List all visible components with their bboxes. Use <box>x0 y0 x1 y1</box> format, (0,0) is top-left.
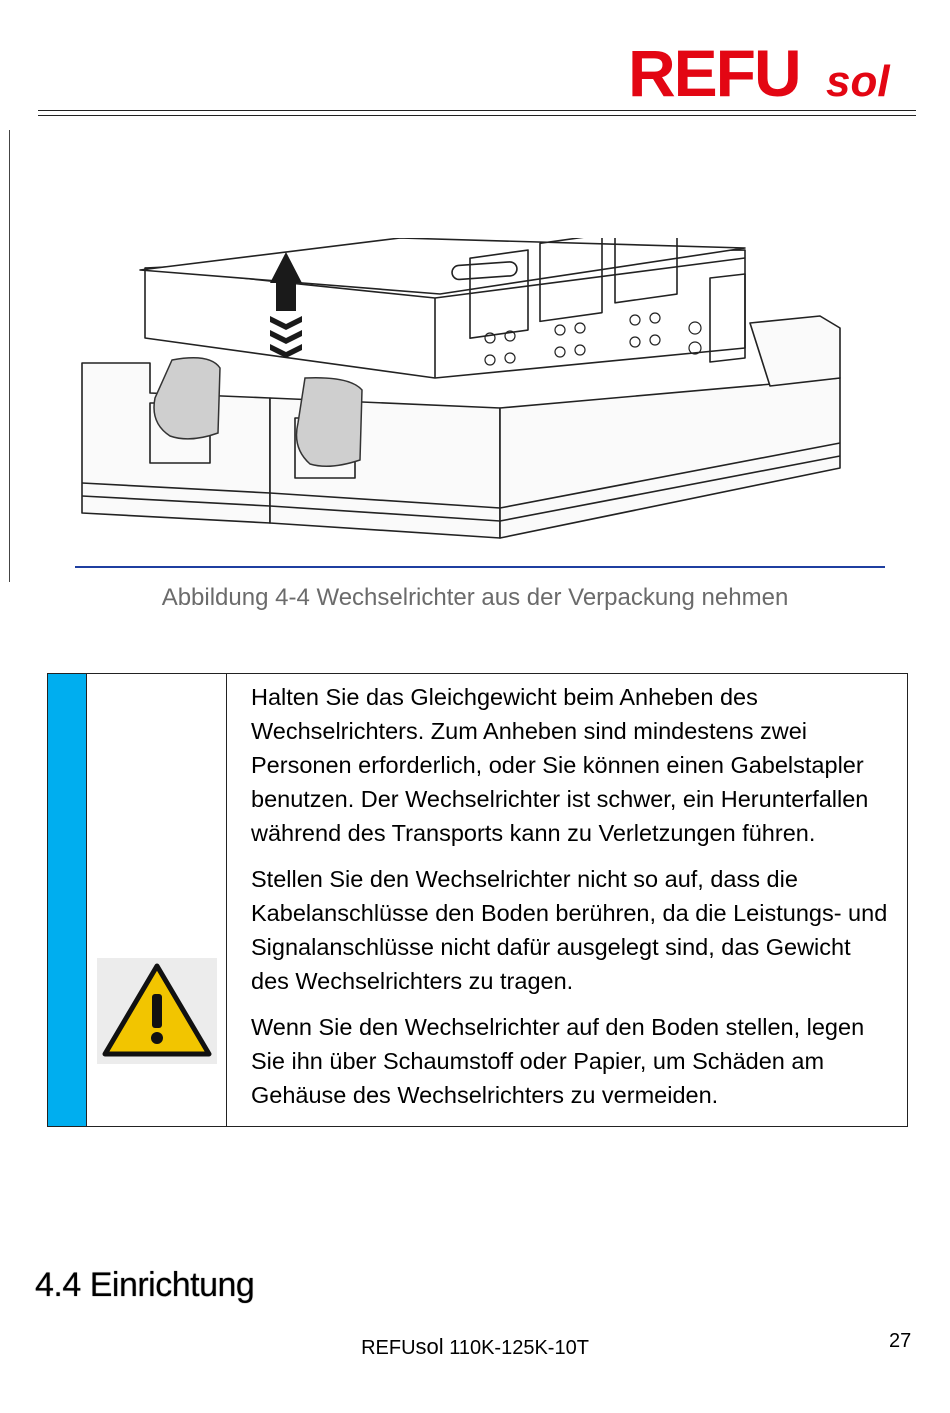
inverter-unpacking-illustration <box>80 238 850 548</box>
figure-rule <box>75 566 885 568</box>
svg-text:REFU: REFU <box>628 40 800 102</box>
header-rule-secondary <box>38 115 916 116</box>
footer-brand-refu: REFU <box>361 1337 416 1359</box>
footer-brand-sol: sol <box>415 1334 444 1359</box>
refusol-logo <box>628 40 913 102</box>
notice-color-bar <box>48 674 87 1127</box>
section-heading: 4.4 Einrichtung <box>35 1266 255 1304</box>
footer-model-number: 110K-125K-10T <box>443 1337 589 1359</box>
notice-paragraph-2: Stellen Sie den Wechselrichter nicht so auf, dass die Kabelanschlüsse den Boden berühren, da die Leistungs- und Signalanschlüsse nicht dafür ausgelegt sind, das Gewicht des Wechselrichters zu tragen. <box>251 866 888 994</box>
svg-text:sol: sol <box>826 57 890 102</box>
notice-text-cell <box>227 674 908 1127</box>
notice-icon-cell <box>87 674 227 1127</box>
notice-paragraph-3: Wenn Sie den Wechselrichter auf den Boden stellen, legen Sie ihn über Schaumstoff oder Papier, um Schäden am Gehäuse des Wechselrichters zu vermeiden. <box>251 1014 865 1108</box>
notice-paragraph-1: Halten Sie das Gleichgewicht beim Anheben des Wechselrichters. Zum Anheben sind mindestens zwei Personen erforderlich, oder Sie können einen Gabelstapler benutzen. Der Wechselrichter ist schwer, ein Herunterfallen während des Transports kann zu Verletzungen führen. <box>251 684 869 846</box>
header-rule <box>38 110 916 111</box>
footer-model <box>0 1334 950 1360</box>
warning-triangle-icon <box>97 958 217 1064</box>
warning-notice <box>47 673 908 1127</box>
figure-caption: Abbildung 4-4 Wechselrichter aus der Verpackung nehmen <box>161 584 789 611</box>
page-number: 27 <box>889 1330 912 1352</box>
side-rule <box>9 130 10 582</box>
